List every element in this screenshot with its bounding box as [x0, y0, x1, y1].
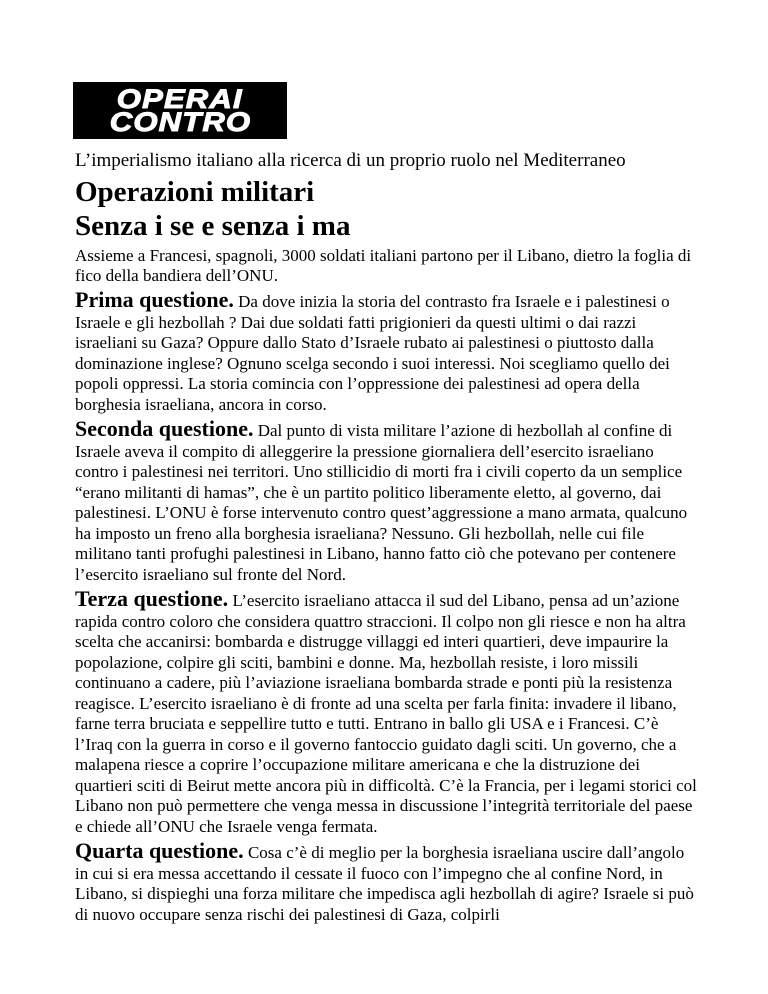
section-title: Prima questione.: [75, 287, 234, 312]
article: [75, 150, 700, 925]
section-title: Quarta questione.: [75, 838, 244, 863]
headline-line-1: Operazioni militari: [75, 176, 315, 208]
section-prima: [75, 287, 700, 415]
operai-contro-logo: [73, 82, 287, 139]
section-title: Seconda questione.: [75, 416, 254, 441]
logo-inner: [78, 83, 282, 137]
section-text: L’esercito israeliano attacca il sud del Libano, pensa ad un’azione rapida contro coloro che considera quattro straccioni. Il colpo non gli riesce e non ha altra scelta che accanirsi: bombarda e distrugge villaggi ed interi quartieri, deve impaurire la popolazione, colpire gli sciti, bambini e donne. Ma, hezbollah resiste, i loro missili continuano a cadere, più l’aviazione israeliana bombarda strade e ponti più la resistenza reagisce. L’esercito israeliano è di fronte ad una scelta per farla finita: invadere il libano, farne terra bruciata e seppellire tutto e tutti. Entrano in ballo gli USA e i Francesi. C’è l’Iraq con la guerra in corso e il governo fantoccio guidato dagli sciti. Un governo, che a malapena riesce a coprire l’occupazione militare americana e che la distruzione dei quartieri sciti di Beirut mette ancora più in difficoltà. C’è la Francia, per i legami storici col Libano non può permettere che venga messa in discussione l’integrità territoriale del paese e chiede all’ONU che Israele venga fermata.: [75, 591, 697, 836]
section-text: Da dove inizia la storia del contrasto fra Israele e i palestinesi o Israele e gli hezbollah ? Dai due soldati fatti prigionieri da questi ultimi o dai razzi israeliani su Gaza? Oppure dallo Stato d’Israele rubato ai palestinesi o piuttosto dalla dominazione inglese? Ognuno scelga secondo i suoi interessi. Noi scegliamo quello dei popoli oppressi. La storia comincia con l’oppressione dei palestinesi ad opera della borghesia israeliana, ancora in corso.: [75, 292, 670, 414]
section-quarta: [75, 838, 700, 925]
article-kicker: L’imperialismo italiano alla ricerca di un proprio ruolo nel Mediterraneo: [75, 150, 626, 171]
section-seconda: [75, 416, 700, 585]
article-lead: Assieme a Francesi, spagnoli, 3000 soldati italiani partono per il Libano, dietro la foglia di fico della bandiera dell’ONU.: [75, 246, 692, 285]
section-text: Cosa c’è di meglio per la borghesia israeliana uscire dall’angolo in cui si era messa accettando il cessate il fuoco con l’impegno che al confine Nord, in Libano, si dispieghi una forza militare che impedisca agli hezbollah di agire? Israele si può di nuovo occupare senza rischi dei palestinesi di Gaza, colpirli: [75, 843, 694, 924]
logo-line-1: OPERAI: [117, 83, 243, 114]
section-text: Dal punto di vista militare l’azione di hezbollah al confine di Israele aveva il compito di alleggerire la pressione giornaliera dell’esercito israeliano contro i palestinesi nei territori. Uno stillicidio di morti fra i civili coperto da un semplice “erano militanti di hamas”, che è un partito politico liberamente eletto, al governo, dai palestinesi. L’ONU è forse intervenuto contro quest’aggressione a mano armata, qualcuno ha imposto un freno alla borghesia israeliana? Nessuno. Gli hezbollah, nelle cui file militano tanti profughi palestinesi in Libano, hanno fatto ciò che potevano per contenere l’esercito israeliano sul fronte del Nord.: [75, 421, 688, 584]
article-headline: [75, 175, 700, 243]
section-terza: [75, 586, 700, 837]
section-title: Terza questione.: [75, 586, 229, 611]
logo-line-2: CONTRO: [109, 106, 251, 137]
headline-line-2: Senza i se e senza i ma: [75, 210, 351, 242]
